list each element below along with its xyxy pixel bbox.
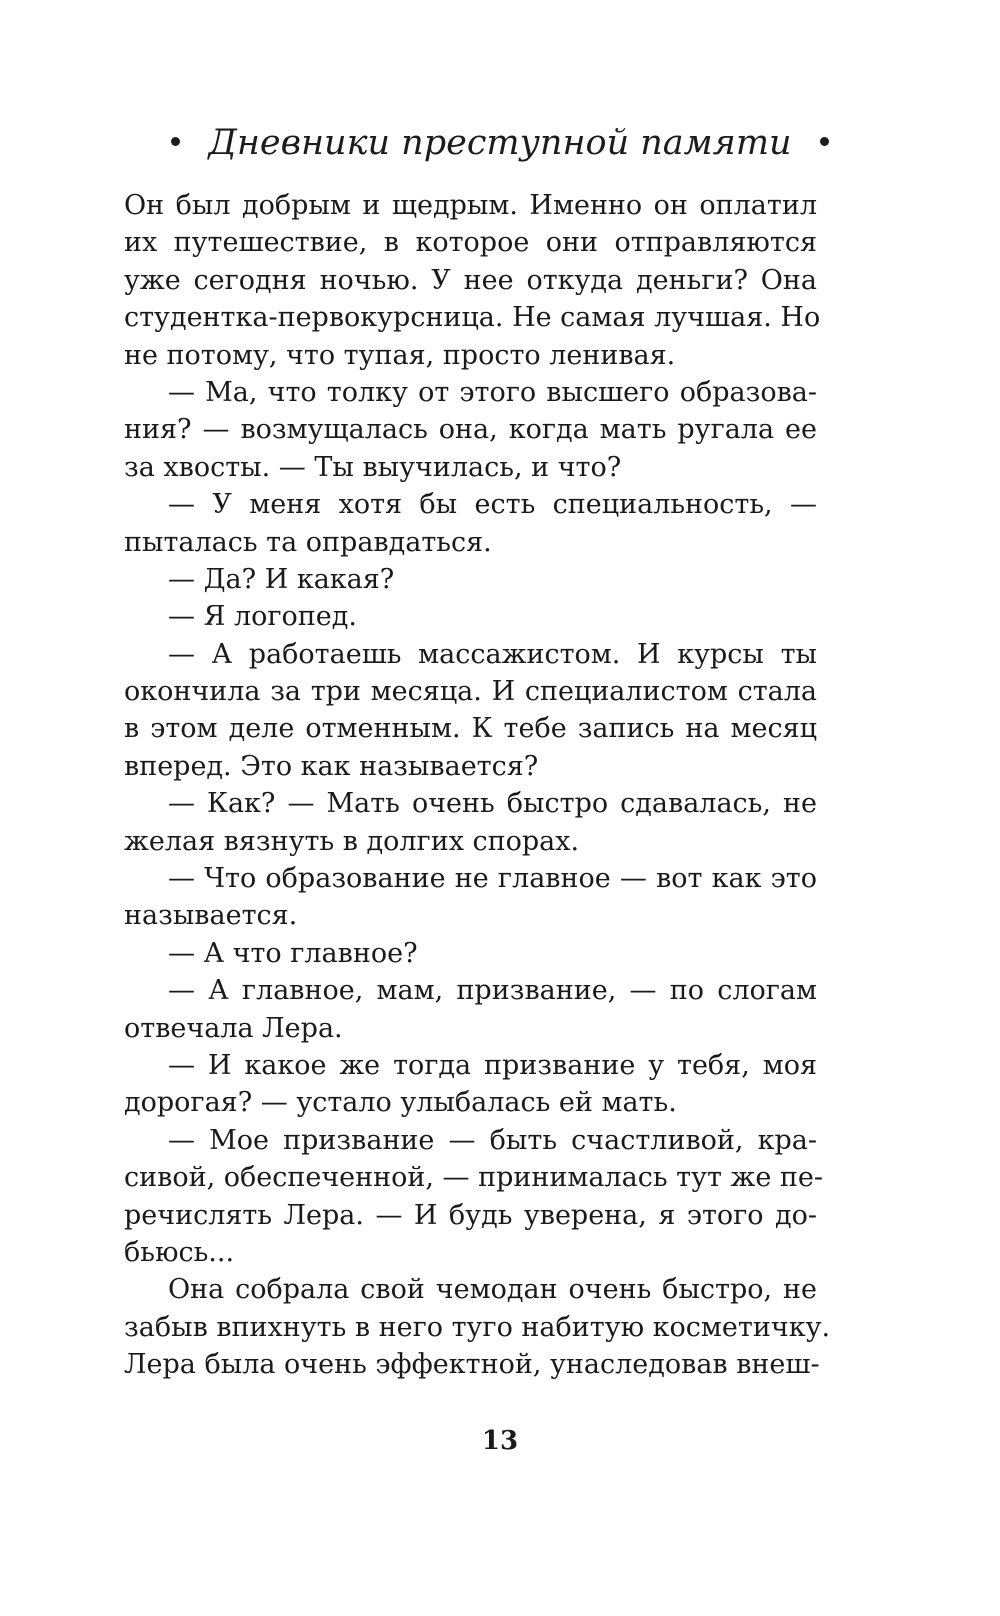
text-line: бьюсь... [124,1236,235,1268]
running-header [0,118,1000,168]
text-line: — А главное, мам, призвание, — по слогам [168,975,817,1007]
text-line: отвечала Лера. [124,1012,343,1044]
text-line: забыв впихнуть в него туго набитую косметичку. [124,1311,831,1343]
text-line: — А работаешь массажистом. И курсы ты [168,638,817,670]
text-line: сивой, обеспеченной, — принималась тут же пе- [124,1162,823,1194]
text-line: пыталась та оправдаться. [124,526,492,558]
text-line: Он был добрым и щедрым. Именно он оплатил [124,190,817,221]
text-line: ния? — возмущалась она, когда мать ругала ее [124,414,817,446]
text-line: — Что образование не главное — вот как это [168,863,817,895]
text-line: окончила за три месяца. И специалистом стала [124,676,817,708]
text-line: желая вязнуть в долгих спорах. [124,825,580,857]
page-number: 13 [481,1426,519,1456]
text-line: — Да? И какая? [168,563,395,595]
text-line: дорогая? — устало улыбалась ей мать. [124,1087,677,1119]
text-line: речислять Лера. — И будь уверена, я этого до- [124,1199,817,1231]
text-line: — Как? — Мать очень быстро сдавалась, не [168,788,817,820]
bullet-left-icon [171,137,180,146]
text-line: Лера была очень эффектной, унаследовав внеш- [124,1349,820,1381]
text-line: — А что главное? [168,937,418,969]
header-title: Дневники преступной памяти [208,123,792,163]
text-line: за хвосты. — Ты выучилась, и что? [124,451,622,483]
text-line: не потому, что тупая, просто ленивая. [124,339,676,371]
text-line: вперед. Это как называется? [124,750,539,782]
body-text [124,187,831,1384]
text-line: их путешествие, в которое они отправляются [124,227,817,259]
text-line: — У меня хотя бы есть специальность, — [168,489,817,521]
text-line: Она собрала свой чемодан очень быстро, не [168,1274,817,1306]
text-line: — Мое призвание — быть счастливой, кра- [168,1124,817,1156]
text-line: в этом деле отменным. К тебе запись на месяц [124,713,817,745]
bullet-right-icon [820,137,829,146]
text-line: — Ма, что толку от этого высшего образова- [168,376,817,408]
text-line: называется. [124,900,298,932]
text-line: уже сегодня ночью. У нее откуда деньги? Она [124,264,817,296]
text-line: — Я логопед. [168,601,357,633]
text-line: — И какое же тогда призвание у тебя, моя [168,1049,817,1081]
text-line: студентка-первокурсница. Не самая лучшая. Но [124,302,821,334]
